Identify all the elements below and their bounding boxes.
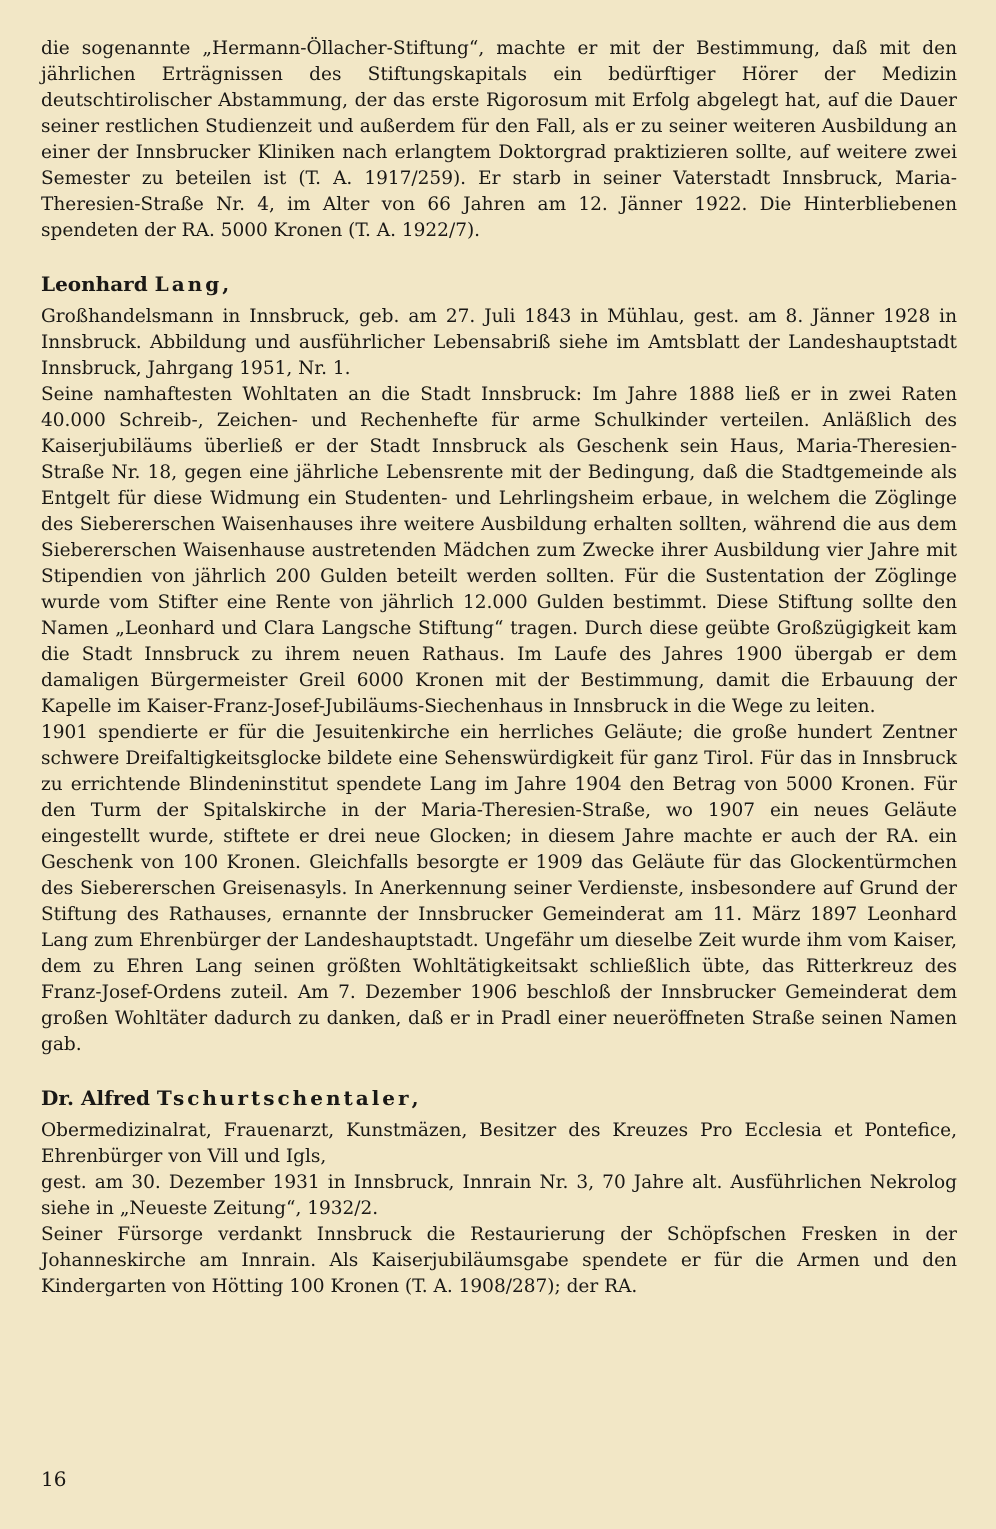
document-page bbox=[41, 36, 957, 1300]
heading-first-name: Leonhard bbox=[41, 272, 155, 296]
heading-alfred-tschurtschentaler bbox=[41, 1084, 957, 1112]
heading-last-name: Tschurtschentaler bbox=[156, 1086, 412, 1110]
heading-suffix: , bbox=[222, 272, 230, 296]
tschurtschentaler-paragraph-death: gest. am 30. Dezember 1931 in Innsbruck, Innrain Nr. 3, 70 Jahre alt. Ausführlichen Nekrolog siehe in „Neueste Zeitung“, 1932/2. bbox=[41, 1172, 957, 1219]
tschurtschentaler-paragraph-charity: Seiner Fürsorge verdankt Innsbruck die Restaurierung der Schöpfschen Fresken in der Johanneskirche am Innrain. Als Kaiserjubiläumsgabe spendete er für die Armen und den Kindergarten von Hötting 100 Kronen (T. A. 1908/287); der RA. bbox=[41, 1224, 957, 1297]
tschurtschentaler-paragraph-titles: Obermedizinalrat, Frauenarzt, Kunstmäzen, Besitzer des Kreuzes Pro Ecclesia et Pontefice, Ehrenbürger von Vill und Igls, bbox=[41, 1120, 957, 1167]
intro-paragraph: die sogenannte „Hermann-Öllacher-Stiftung“, machte er mit der Bestimmung, daß mit den jährlichen Erträgnissen des Stiftungskapitals ein bedürftiger Hörer der Medizin deutschtirolischer Abstammung, der das erste Rigorosum mit Erfolg abgelegt hat, auf die Dauer seiner restlichen Studienzeit und außerdem für den Fall, als er zu seiner weiteren Ausbildung an einer der Innsbrucker Kliniken nach erlangtem Doktorgrad praktizieren sollte, auf weitere zwei Semester zu beteilen ist (T. A. 1917/259). Er starb in seiner Vaterstadt Innsbruck, Maria-Theresien-Straße Nr. 4, im Alter von 66 Jahren am 12. Jänner 1922. Die Hinterbliebenen spendeten der RA. 5000 Kronen (T. A. 1922/7). bbox=[41, 38, 957, 241]
heading-suffix: , bbox=[411, 1086, 419, 1110]
lang-paragraph-bio: Großhandelsmann in Innsbruck, geb. am 27. Juli 1843 in Mühlau, gest. am 8. Jänner 1928 in Innsbruck. Abbildung und ausführlicher Lebensabriß siehe im Amtsblatt der Landeshauptstadt Innsbruck, Jahrgang 1951, Nr. 1. bbox=[41, 306, 957, 379]
lang-paragraph-donations: 1901 spendierte er für die Jesuitenkirche ein herrliches Geläute; die große hundert Zentner schwere Dreifaltigkeitsglocke bildete eine Sehenswürdigkeit für ganz Tirol. Für das in Innsbruck zu errichtende Blindeninstitut spendete Lang im Jahre 1904 den Betrag von 5000 Kronen. Für den Turm der Spitalskirche in der Maria-Theresien-Straße, wo 1907 ein neues Geläute eingestellt wurde, stiftete er drei neue Glocken; in diesem Jahre machte er auch der RA. ein Geschenk von 100 Kronen. Gleichfalls besorgte er 1909 das Geläute für das Glockentürmchen des Siebererschen Greisenasyls. In Anerkennung seiner Verdienste, insbesondere auf Grund der Stiftung des Rathauses, ernannte der Innsbrucker Gemeinderat am 11. März 1897 Leonhard Lang zum Ehrenbürger der Landeshauptstadt. Ungefähr um dieselbe Zeit wurde ihm vom Kaiser, dem zu Ehren Lang seinen größten Wohltätigkeitsakt schließlich übte, das Ritterkreuz des Franz-Josef-Ordens zuteil. Am 7. Dezember 1906 beschloß der Innsbrucker Gemeinderat dem großen Wohltäter dadurch zu danken, daß er in Pradl einer neueröffneten Straße seinen Namen gab. bbox=[41, 722, 957, 1055]
heading-last-name: Lang bbox=[154, 272, 223, 296]
lang-paragraph-charity: Seine namhaftesten Wohltaten an die Stadt Innsbruck: Im Jahre 1888 ließ er in zwei Raten 40.000 Schreib-, Zeichen- und Rechenhefte für arme Schulkinder verteilen. Anläßlich des Kaiserjubiläums überließ er der Stadt Innsbruck als Geschenk sein Haus, Maria-Theresien-Straße Nr. 18, gegen eine jährliche Lebensrente mit der Bedingung, daß die Stadtgemeinde als Entgelt für diese Widmung ein Studenten- und Lehrlingsheim erbaue, in welchem die Zöglinge des Siebererschen Waisenhauses ihre weitere Ausbildung erhalten sollten, während die aus dem Siebererschen Waisenhause austretenden Mädchen zum Zwecke ihrer Ausbildung vier Jahre mit Stipendien von jährlich 200 Gulden beteilt werden sollten. Für die Sustentation der Zöglinge wurde vom Stifter eine Rente von jährlich 12.000 Gulden bestimmt. Diese Stiftung sollte den Namen „Leonhard und Clara Langsche Stiftung“ tragen. Durch diese geübte Großzügigkeit kam die Stadt Innsbruck zu ihrem neuen Rathaus. Im Laufe des Jahres 1900 übergab er dem damaligen Bürgermeister Greil 6000 Kronen mit der Bestimmung, damit die Erbauung der Kapelle im Kaiser-Franz-Josef-Jubiläums-Siechenhaus in Innsbruck in die Wege zu leiten. bbox=[41, 384, 957, 717]
heading-leonhard-lang bbox=[41, 270, 957, 298]
heading-first-name: Dr. Alfred bbox=[41, 1086, 157, 1110]
page-number: 16 bbox=[41, 1467, 67, 1491]
